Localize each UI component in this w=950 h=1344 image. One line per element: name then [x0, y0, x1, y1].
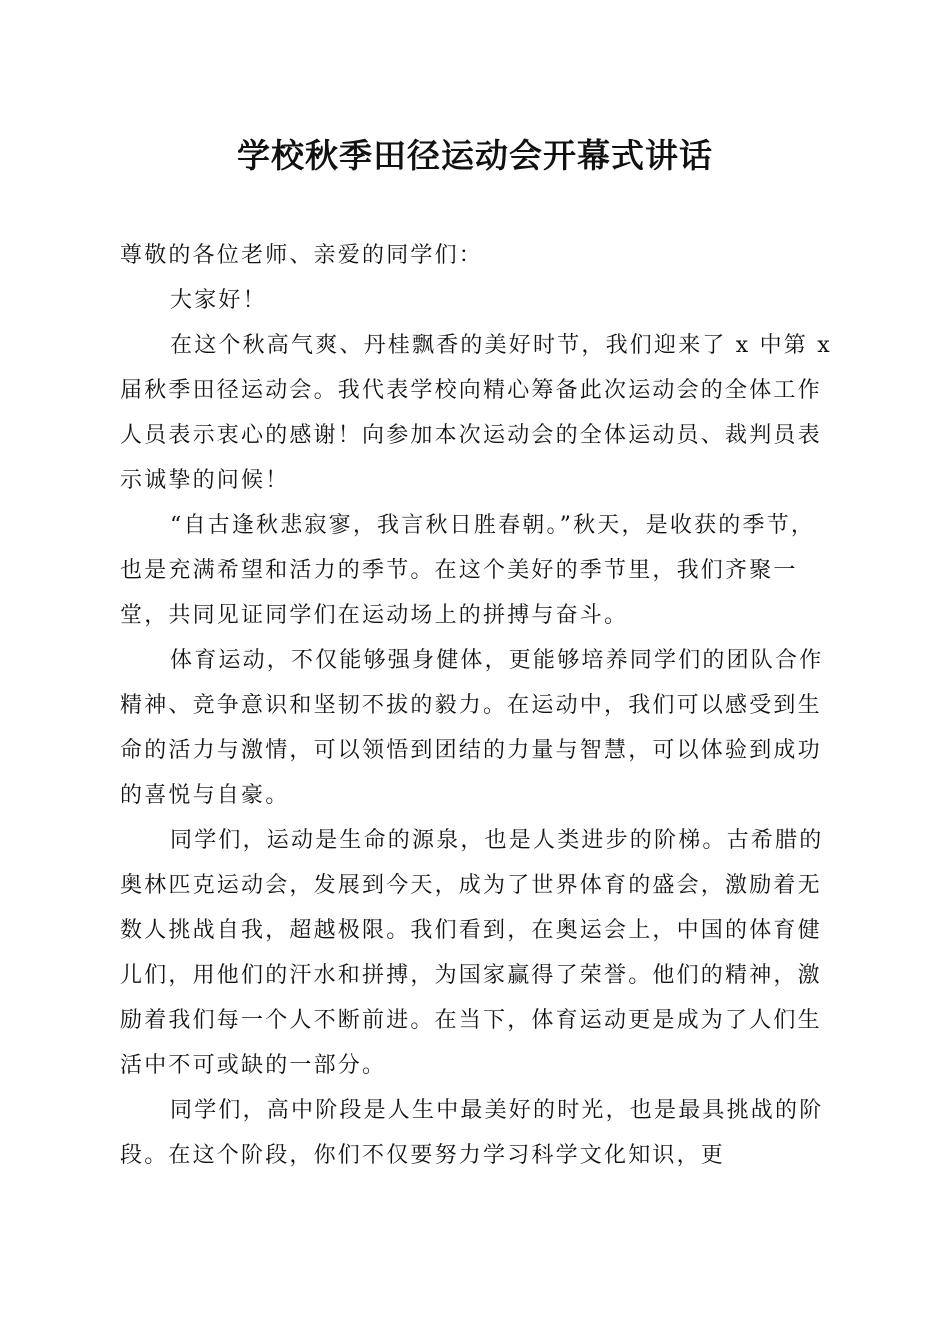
document-title: 学校秋季田径运动会开幕式讲话	[237, 136, 713, 175]
salutation: 尊敬的各位老师、亲爱的同学们：	[120, 243, 484, 268]
paragraph-high-school: 同学们，高中阶段是人生中最美好的时光，也是最具挑战的阶段。在这个阶段，你们不仅要努力学习科学文化知识，更	[120, 1098, 824, 1168]
paragraph-sports-value: 体育运动，不仅能够强身健体，更能够培养同学们的团队合作精神、竞争意识和坚韧不拔的毅力。在运动中，我们可以感受到生命的活力与激情，可以领悟到团结的力量与智慧，可以体验到成功的喜悦与自豪。	[120, 648, 824, 808]
paragraph-olympics: 同学们，运动是生命的源泉，也是人类进步的阶梯。古希腊的奥林匹克运动会，发展到今天，成为了世界体育的盛会，激励着无数人挑战自我，超越极限。我们看到，在奥运会上，中国的体育健儿们，用他们的汗水和拼搏，为国家赢得了荣誉。他们的精神，激励着我们每一个人不断前进。在当下，体育运动更是成为了人们生活中不可或缺的一部分。	[120, 828, 824, 1078]
paragraph-autumn: “自古逢秋悲寂寥，我言秋日胜春朝。”秋天，是收获的季节，也是充满希望和活力的季节。在这个美好的季节里，我们齐聚一堂，共同见证同学们在运动场上的拼搏与奋斗。	[120, 513, 816, 628]
paragraph-opening: 在这个秋高气爽、丹桂飘香的美好时节，我们迎来了 x 中第 x 届秋季田径运动会。我代表学校向精心筹备此次运动会的全体工作人员表示衷心的感谢！向参加本次运动会的全体运动员、裁判员表示诚挚的问候！	[120, 333, 832, 493]
document-body	[120, 233, 832, 1178]
paragraph-greeting: 大家好！	[170, 288, 267, 313]
